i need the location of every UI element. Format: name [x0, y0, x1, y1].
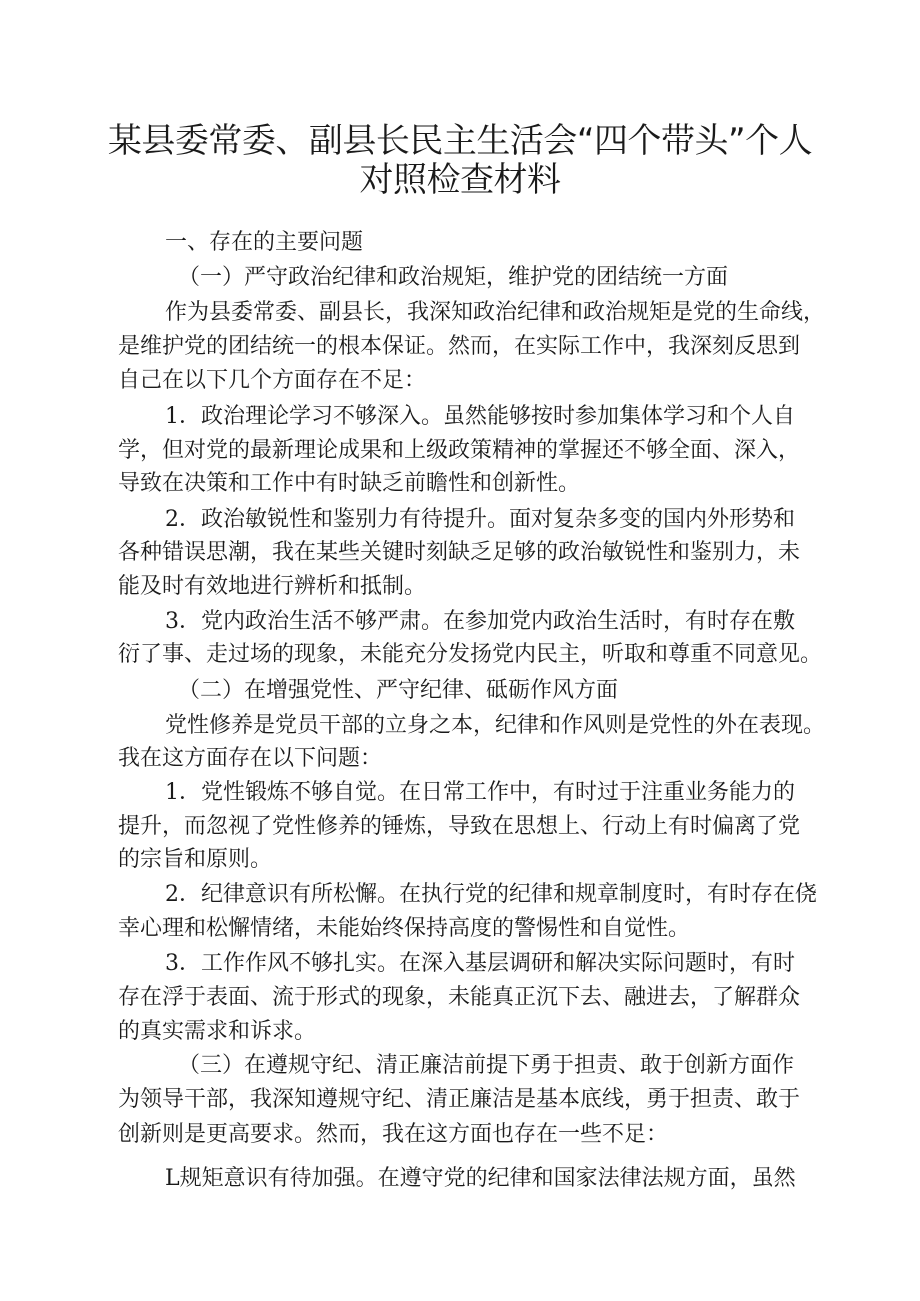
- body-line: 2．纪律意识有所松懈。在执行党的纪律和规章制度时，有时存在侥: [165, 882, 817, 907]
- subsection-heading: （一）严守政治纪律和政治规矩，维护党的团结统一方面: [178, 265, 729, 290]
- body-line: 存在浮于表面、流于形式的现象，未能真正沉下去、融进去，了解群众: [118, 985, 801, 1010]
- body-line: L规矩意识有待加强。在遵守党的纪律和国家法律法规方面，虽然: [165, 1166, 796, 1191]
- body-line: 3．党内政治生活不够严肃。在参加党内政治生活时，有时存在敷: [165, 609, 795, 634]
- document-title-line-2: 对照检查材料: [359, 160, 561, 200]
- body-line: 2．政治敏锐性和鉴别力有待提升。面对复杂多变的国内外形势和: [165, 507, 795, 532]
- body-line: 为领导干部，我深知遵规守纪、清正廉洁是基本底线，勇于担责、敢于: [118, 1087, 801, 1112]
- body-line: 学，但对党的最新理论成果和上级政策精神的掌握还不够全面、深入，: [118, 438, 801, 463]
- subsection-heading: （二）在增强党性、严守纪律、砥砺作风方面: [178, 678, 619, 703]
- body-line: 是维护党的团结统一的根本保证。然而，在实际工作中，我深刻反思到: [118, 334, 801, 359]
- body-line: 1．党性锻炼不够自觉。在日常工作中，有时过于注重业务能力的: [165, 780, 795, 805]
- body-line: 党性修养是党员干部的立身之本，纪律和作风则是党性的外在表现。: [165, 713, 826, 738]
- body-line: 创新则是更高要求。然而，我在这方面也存在一些不足：: [118, 1122, 669, 1147]
- document-title-line-1: 某县委常委、副县长民主生活会“四个带头”个人: [107, 121, 813, 161]
- body-line: 作为县委常委、副县长，我深知政治纪律和政治规矩是党的生命线，: [165, 300, 826, 325]
- body-line: 各种错误思潮，我在某些关键时刻缺乏足够的政治敏锐性和鉴别力，未: [118, 540, 801, 565]
- body-line: 我在这方面存在以下问题：: [118, 746, 383, 771]
- body-line: 衍了事、走过场的现象，未能充分发扬党内民主，听取和尊重不同意见。: [118, 642, 823, 667]
- body-line: 能及时有效地进行辨析和抵制。: [118, 574, 427, 599]
- subsection-heading: （三）在遵规守纪、清正廉洁前提下勇于担责、敢于创新方面作: [178, 1053, 795, 1078]
- body-line: 自己在以下几个方面存在不足：: [118, 368, 427, 393]
- body-line: 1．政治理论学习不够深入。虽然能够按时参加集体学习和个人自: [165, 404, 795, 429]
- body-line: 提升，而忽视了党性修养的锤炼，导致在思想上、行动上有时偏离了党: [118, 814, 801, 839]
- body-line: 的真实需求和诉求。: [118, 1019, 317, 1044]
- body-line: 3．工作作风不够扎实。在深入基层调研和解决实际问题时，有时: [165, 951, 795, 976]
- section-heading: 一、存在的主要问题: [165, 230, 364, 255]
- body-line: 的宗旨和原则。: [118, 847, 273, 872]
- body-line: 幸心理和松懈情绪，未能始终保持高度的警惕性和自觉性。: [118, 916, 691, 941]
- body-line: 导致在决策和工作中有时缺乏前瞻性和创新性。: [118, 471, 581, 496]
